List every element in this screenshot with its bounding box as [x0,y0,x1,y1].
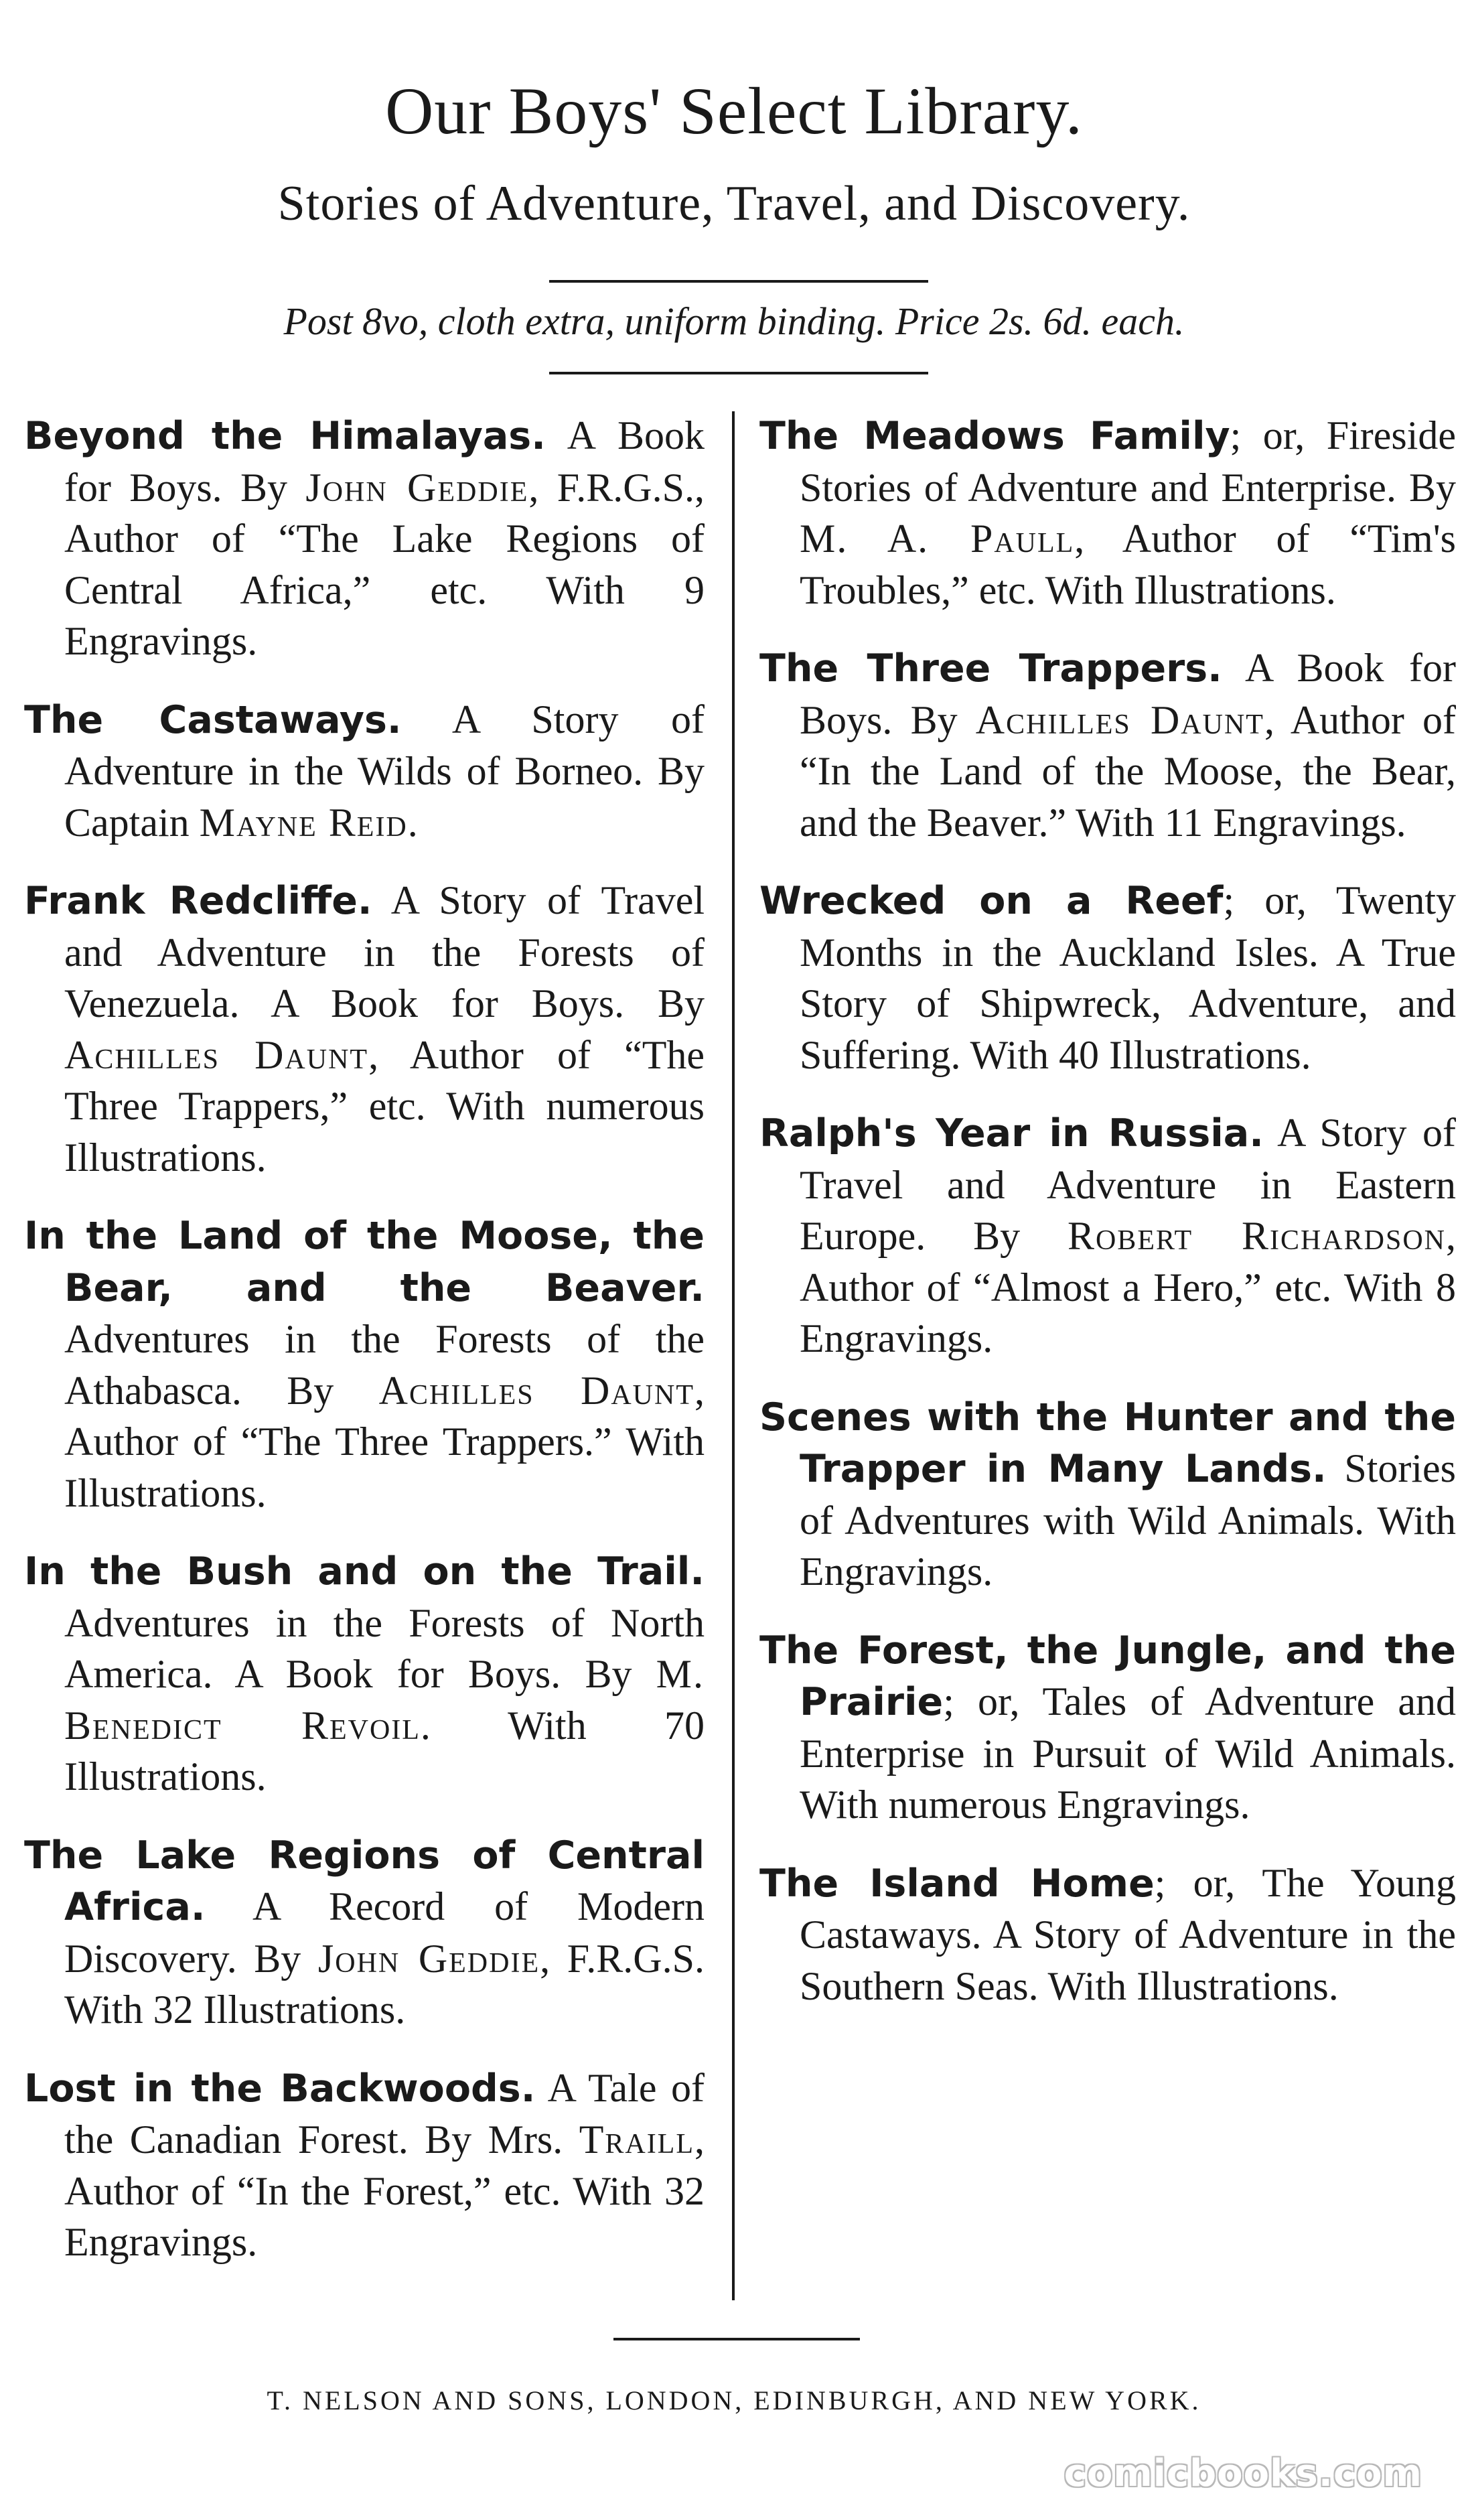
book-title: The Castaways. [24,697,402,742]
publisher-imprint: T. NELSON AND SONS, LONDON, EDINBURGH, AND NEW YORK. [267,2385,1201,2416]
price-terms: Post 8vo, cloth extra, uniform binding. Price 2s. 6d. each. [283,299,1185,343]
book-entry [759,875,1456,1080]
book-author: John Geddie [317,1936,540,1981]
book-author: Achilles Daunt [378,1368,694,1413]
book-description: , Author of “The Three Trappers,” etc. With numerous Illustrations. [64,1032,705,1180]
book-entry [24,875,705,1183]
book-title: The Lake Regions of Central Africa. [24,1833,705,1929]
book-description: A Tale of the Canadian Forest. By Mrs. [64,2065,705,2162]
book-description: A Record of Modern Discovery. By [64,1884,705,1981]
book-description: A Book for Boys. By [800,646,1456,742]
book-description: , Author of “Tim's Troubles,” etc. With Illustrations. [800,516,1456,612]
book-list-left [24,410,705,2295]
book-entry [759,642,1456,848]
book-title: Frank Redcliffe. [24,879,372,923]
book-description: ; or, Tales of Adventure and Enterprise in Pursuit of Wild Animals. With numerous Engravings. [800,1679,1456,1827]
book-description: Adventures in the Forests of the Athabasca. By [64,1317,705,1413]
book-author: Robert Richardson [1067,1214,1446,1258]
book-description: ; or, Twenty Months in the Auckland Isles. A True Story of Shipwreck, Adventure, and Suffering. With 40 Illustrations. [800,878,1456,1077]
header-rule-bottom [549,372,928,374]
page-title: Our Boys' Select Library. [385,74,1083,148]
book-title: Wrecked on a Reef [759,879,1224,923]
book-author: Achilles Daunt [64,1032,369,1077]
book-title: Scenes with the Hunter and the Trapper in Many Lands. [759,1395,1456,1491]
book-title: In the Bush and on the Trail. [24,1549,705,1594]
book-author: M. A. Paull [800,516,1075,561]
book-title: Beyond the Himalayas. [24,414,546,458]
book-entry [24,410,705,667]
header-rule-top [549,280,928,283]
book-title: The Island Home [759,1861,1155,1906]
book-entry [24,694,705,849]
book-entry [759,1624,1456,1831]
book-description: , Author of “In the Land of the Moose, the Bear, and the Beaver.” With 11 Engravings. [800,697,1457,845]
book-description: ; or, The Young Castaways. A Story of Adventure in the Southern Seas. With Illustrations. [800,1860,1456,2008]
book-description: A Story of Travel and Adventure in the Forests of Venezuela. A Book for Boys. By [64,878,705,1026]
watermark-logo: comicbooks.com [1063,2452,1422,2495]
book-description: , Author of “In the Forest,” etc. With 32 Engravings. [64,2117,705,2264]
page-subtitle: Stories of Adventure, Travel, and Discovery. [277,176,1191,231]
book-description: A Story of Travel and Adventure in Eastern Europe. By [800,1111,1456,1258]
book-title: The Meadows Family [759,414,1230,458]
book-description: . With 70 Illustrations. [64,1703,705,1799]
book-author: M. Benedict Revoil [64,1652,705,1748]
book-entry [24,1829,705,2036]
footer-rule [613,2338,860,2340]
book-description: ; or, Fireside Stories of Adventure and Enterprise. By [800,413,1456,510]
book-author: Mayne Reid [199,800,408,845]
book-author: Traill [579,2117,694,2162]
book-description: Stories of Adventures with Wild Animals. With Engravings. [800,1446,1456,1594]
book-entry [759,410,1456,616]
book-author: John Geddie [305,465,529,510]
book-entry [24,1545,705,1803]
book-description: . [407,800,418,845]
book-list-right [759,410,1456,2038]
book-title: In the Land of the Moose, the Bear, and the Beaver. [24,1214,705,1310]
book-title: The Forest, the Jungle, and the Prairie [759,1628,1456,1724]
book-entry [24,1210,705,1519]
book-title: The Three Trappers. [759,646,1222,691]
book-entry [759,1858,1456,2012]
book-entry [759,1391,1456,1598]
book-description: , F.R.G.S., Author of “The Lake Regions of Central Africa,” etc. With 9 Engravings. [64,465,705,663]
column-divider [732,411,735,2300]
book-title: Ralph's Year in Russia. [759,1111,1264,1156]
book-title: Lost in the Backwoods. [24,2066,536,2111]
book-entry [759,1107,1456,1364]
book-description: A Story of Adventure in the Wilds of Borneo. By Captain [64,697,705,845]
book-entry [24,2062,705,2268]
book-description: , Author of “Almost a Hero,” etc. With 8 Engravings. [800,1214,1456,1360]
book-author: Achilles Daunt [975,697,1264,742]
book-description: A Book for Boys. By [64,413,705,510]
book-description: Adventures in the Forests of North America. A Book for Boys. By [64,1600,705,1696]
book-description: , F.R.G.S. With 32 Illustrations. [64,1936,705,2032]
book-description: , Author of “The Three Trappers.” With Illustrations. [64,1368,705,1515]
